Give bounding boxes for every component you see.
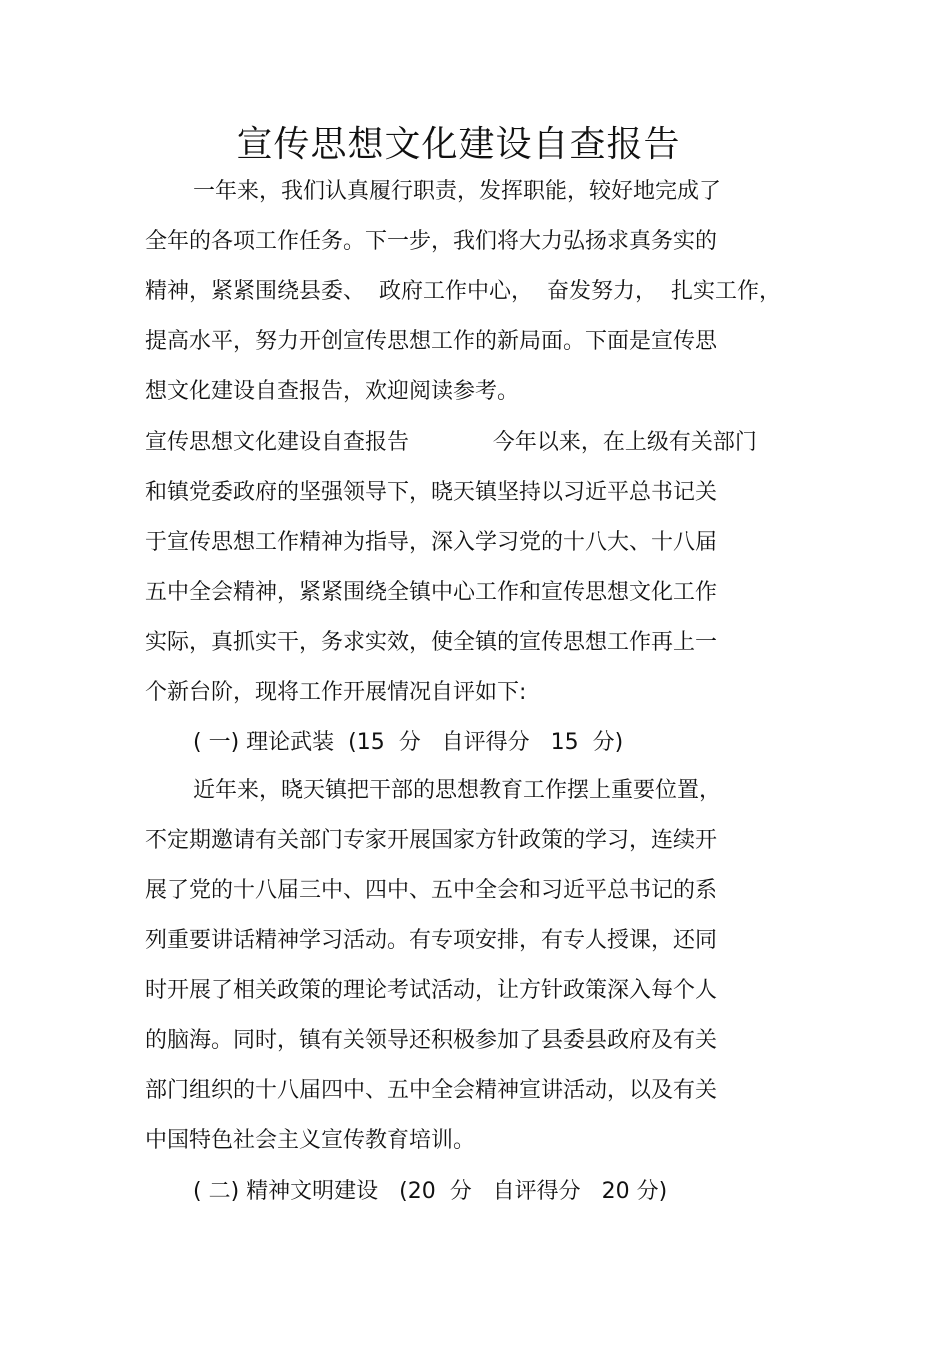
paragraph-line: 五中全会精神，紧紧围绕全镇中心工作和宣传思想文化工作 bbox=[145, 580, 718, 605]
section-heading: ( 一) 理论武装 (15 分 自评得分 15 分) bbox=[193, 730, 624, 755]
paragraph-line: 展了党的十八届三中、四中、五中全会和习近平总书记的系 bbox=[145, 878, 718, 903]
section-heading: ( 二) 精神文明建设 (20 分 自评得分 20 分) bbox=[193, 1179, 668, 1204]
paragraph-line: 一年来，我们认真履行职责，发挥职能，较好地完成了 bbox=[193, 179, 722, 204]
paragraph-line: 中国特色社会主义宣传教育培训。 bbox=[145, 1128, 476, 1153]
paragraph-line: 精神，紧紧围绕县委、 政府工作中心， 奋发努力， 扎实工作， bbox=[145, 279, 781, 304]
paragraph-line: 想文化建设自查报告，欢迎阅读参考。 bbox=[145, 379, 520, 404]
paragraph-line: 宣传思想文化建设自查报告 今年以来，在上级有关部门 bbox=[145, 430, 757, 455]
paragraph-line: 全年的各项工作任务。下一步，我们将大力弘扬求真务实的 bbox=[145, 229, 718, 254]
paragraph-line: 提高水平，努力开创宣传思想工作的新局面。下面是宣传思 bbox=[145, 329, 718, 354]
paragraph-line: 实际，真抓实干，务求实效，使全镇的宣传思想工作再上一 bbox=[145, 630, 718, 655]
paragraph-line: 列重要讲话精神学习活动。有专项安排，有专人授课，还同 bbox=[145, 928, 718, 953]
document-title: 宣传思想文化建设自查报告 bbox=[236, 124, 681, 165]
paragraph-line: 的脑海。同时，镇有关领导还积极参加了县委县政府及有关 bbox=[145, 1028, 718, 1053]
paragraph-line: 于宣传思想工作精神为指导，深入学习党的十八大、十八届 bbox=[145, 530, 718, 555]
paragraph-line: 时开展了相关政策的理论考试活动，让方针政策深入每个人 bbox=[145, 978, 718, 1003]
paragraph-line: 近年来，晓天镇把干部的思想教育工作摆上重要位置， bbox=[193, 778, 722, 803]
paragraph-line: 部门组织的十八届四中、五中全会精神宣讲活动，以及有关 bbox=[145, 1078, 718, 1103]
paragraph-line: 和镇党委政府的坚强领导下，晓天镇坚持以习近平总书记关 bbox=[145, 480, 718, 505]
paragraph-line: 不定期邀请有关部门专家开展国家方针政策的学习，连续开 bbox=[145, 828, 718, 853]
paragraph-line: 个新台阶，现将工作开展情况自评如下: bbox=[145, 680, 527, 705]
